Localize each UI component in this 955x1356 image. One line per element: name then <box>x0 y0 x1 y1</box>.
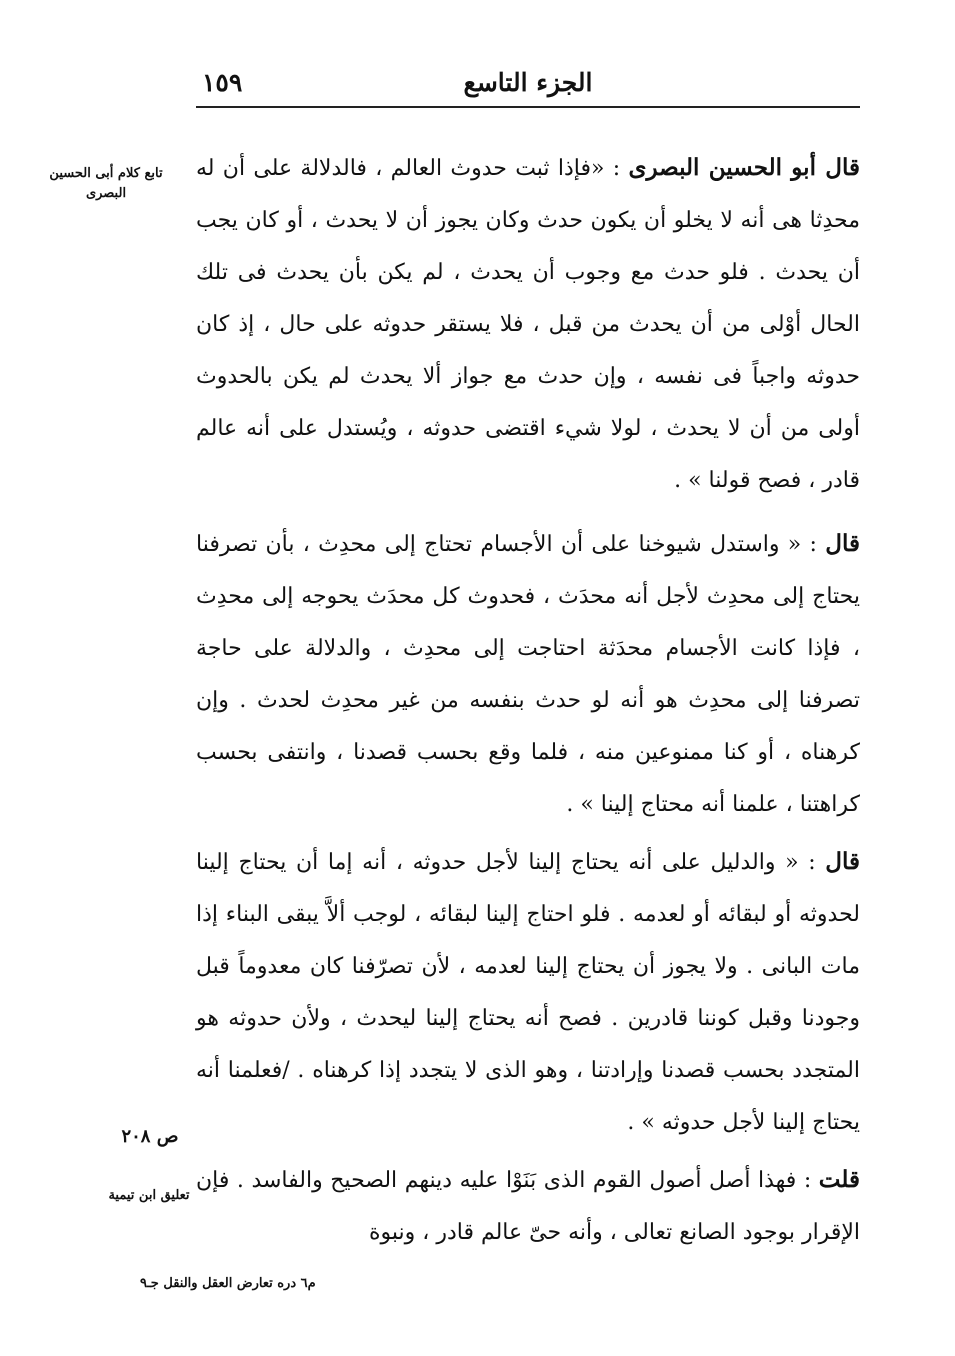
paragraph-3-text: : « والدليل على أنه يحتاج إلينا لأجل حدوثه ، أنه إما أن يحتاج إلينا لحدوثه أو لبقائه أو لعدمه . فلو احتاج إلينا لبقائه ، لوجب ألاَّ يبقى البناء إذا مات البانى . ولا يجوز أن يحتاج إلينا لعدمه ، لأن تصرّفنا كان معدوماً قبل وجودنا وقبل كوننا قادرين . فصح أنه يحتاج إلينا ليحدث ، ولأن حدوثه هو المتجدد بحسب قصدنا وإرادتنا ، وهو الذى لا يتجدد إذا كرهناه . /فعلمنا أنه يحتاج إلينا لأجل حدوثه » . <box>196 850 860 1135</box>
header-rule <box>196 106 860 108</box>
paragraph-2 <box>196 518 860 831</box>
paragraph-1 <box>196 142 860 507</box>
page-number: ١٥٩ <box>202 68 243 97</box>
footer-signature: م٦ دره تعارض العقل والنقل جـ٩ <box>140 1276 316 1291</box>
paragraph-3-lead: قال <box>825 848 860 875</box>
paragraph-1-text: : «فإذا ثبت حدوث العالم ، فالدلالة على أن له محدِثا هى أنه لا يخلو أن يكون حدث وكان يجوز أن لا يحدث ، أو كان يجب أن يحدث . فلو حدث مع وجوب أن يحدث ، لم يكن بأن يحدث فى تلك الحال أوْلى من أن يحدث من قبل ، فلا يستقر حدوثه على حال ، إذ كان حدوثه واجباً فى نفسه ، وإن حدث مع جواز ألا يحدث لم يكن بالحدوث أولى من أن لا يحدث ، لولا شيء اقتضى حدوثه ، ويُستدل على أنه عالم قادر ، فصح قولنا » . <box>196 156 860 493</box>
margin-note-continuation: تابع كلام أبى الحسين البصرى <box>49 166 163 201</box>
paragraph-4-text: : فهذا أصل أصول القوم الذى بَنَوْا عليه دينهم الصحيح والفاسد . فإن الإقرار بوجود الصانع تعالى ، وأنه حىّ عالم قادر ، ونبوة <box>196 1168 860 1245</box>
margin-note-commentary: تعليق ابن تيمية <box>108 1188 190 1203</box>
paragraph-2-lead: قال <box>825 530 860 557</box>
paragraph-1-lead: قال أبو الحسين البصرى <box>628 154 860 181</box>
margin-note-page-ref: ص ٢٠٨ <box>121 1126 179 1147</box>
paragraph-4 <box>196 1154 860 1259</box>
paragraph-2-text: : « واستدل شيوخنا على أن الأجسام تحتاج إلى محدِث ، بأن تصرفنا يحتاج إلى محدِث لأجل أنه محدَث ، فحدوث كل محدَث يحوجه إلى محدِث ، فإذا كانت الأجسام محدَثة احتاجت إلى محدِث ، والدلالة على حاجة تصرفنا إلى محدِث هو أنه لو حدث بنفسه من غير محدِث لحدث . وإن كرهناه ، أو كنا ممنوعين منه ، فلما وقع بحسب قصدنا ، وانتفى بحسب كراهتنا ، علمنا أنه محتاج إلينا » . <box>196 532 860 817</box>
page-header <box>196 60 860 108</box>
paragraph-3 <box>196 836 860 1149</box>
running-title: الجزء التاسع <box>463 68 593 97</box>
paragraph-4-lead: قلت <box>818 1166 860 1193</box>
